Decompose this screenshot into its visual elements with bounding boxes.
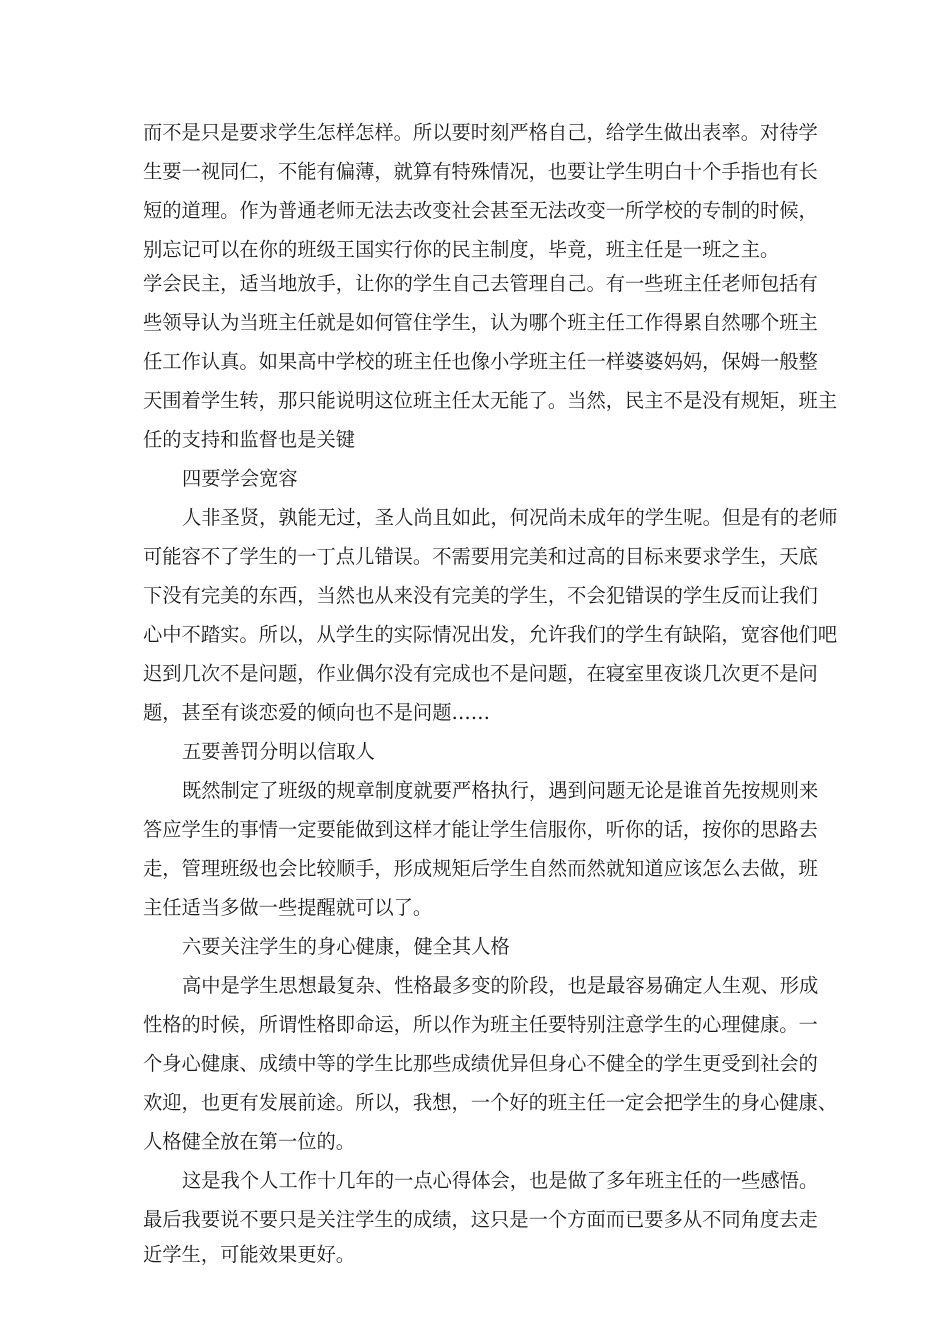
paragraph-line: 生要一视同仁，不能有偏薄，就算有特殊情况，也要让学生明白十个手指也有长 bbox=[143, 160, 818, 183]
paragraph-line: 近学生，可能效果更好。 bbox=[143, 1243, 356, 1266]
paragraph-line: 人格健全放在第一位的。 bbox=[143, 1130, 356, 1153]
paragraph-line: 心中不踏实。所以，从学生的实际情况出发，允许我们的学生有缺陷，宽容他们吧 bbox=[143, 623, 838, 646]
paragraph-line: 学会民主，适当地放手，让你的学生自己去管理自己。有一些班主任老师包括有 bbox=[143, 272, 818, 295]
paragraph-line: 欢迎，也更有发展前途。所以，我想，一个好的班主任一定会把学生的身心健康、 bbox=[143, 1091, 838, 1114]
paragraph-line: 短的道理。作为普通老师无法去改变社会甚至无法改变一所学校的专制的时候， bbox=[143, 199, 818, 222]
paragraph-line: 这是我个人工作十几年的一点心得体会，也是做了多年班主任的一些感悟。 bbox=[182, 1169, 819, 1192]
paragraph-line: 答应学生的事情一定要能做到这样才能让学生信服你，听你的话，按你的思路去 bbox=[143, 818, 818, 841]
paragraph-line: 性格的时候，所谓性格即命运，所以作为班主任要特别注意学生的心理健康。一 bbox=[143, 1013, 818, 1036]
paragraph-line: 人非圣贤，孰能无过，圣人尚且如此，何况尚未成年的学生呢。但是有的老师 bbox=[182, 506, 838, 529]
paragraph-line: 既然制定了班级的规章制度就要严格执行，遇到问题无论是谁首先按规则来 bbox=[182, 779, 819, 802]
paragraph-line: 个身心健康、成绩中等的学生比那些成绩优异但身心不健全的学生更受到社会的 bbox=[143, 1052, 818, 1075]
paragraph-line: 些领导认为当班主任就是如何管住学生，认为哪个班主任工作得累自然哪个班主 bbox=[143, 311, 818, 334]
paragraph-line: 而不是只是要求学生怎样怎样。所以要时刻严格自己，给学生做出表率。对待学 bbox=[143, 121, 818, 144]
paragraph-line: 走，管理班级也会比较顺手，形成规矩后学生自然而然就知道应该怎么去做，班 bbox=[143, 857, 818, 880]
paragraph-line: 迟到几次不是问题，作业偶尔没有完成也不是问题，在寝室里夜谈几次更不是问 bbox=[143, 662, 818, 685]
paragraph-line: 天围着学生转，那只能说明这位班主任太无能了。当然，民主不是没有规矩，班主 bbox=[143, 389, 838, 412]
paragraph-line: 可能容不了学生的一丁点儿错误。不需要用完美和过高的目标来要求学生，天底 bbox=[143, 545, 818, 568]
paragraph-line: 主任适当多做一些提醒就可以了。 bbox=[143, 896, 433, 919]
paragraph-line: 题，甚至有谈恋爱的倾向也不是问题…… bbox=[143, 701, 491, 724]
paragraph-line: 别忘记可以在你的班级王国实行你的民主制度，毕竟，班主任是一班之主。 bbox=[143, 238, 780, 261]
paragraph-line: 下没有完美的东西，当然也从来没有完美的学生，不会犯错误的学生反而让我们 bbox=[143, 584, 818, 607]
paragraph-line: 任工作认真。如果高中学校的班主任也像小学班主任一样婆婆妈妈，保姆一般整 bbox=[143, 350, 818, 373]
section-heading: 四要学会宽容 bbox=[182, 467, 298, 490]
section-heading: 五要善罚分明以信取人 bbox=[182, 740, 375, 763]
paragraph-line: 最后我要说不要只是关注学生的成绩，这只是一个方面而已要多从不同角度去走 bbox=[143, 1208, 818, 1231]
section-heading: 六要关注学生的身心健康，健全其人格 bbox=[182, 935, 510, 958]
paragraph-line: 高中是学生思想最复杂、性格最多变的阶段，也是最容易确定人生观、形成 bbox=[182, 974, 819, 997]
paragraph-line: 任的支持和监督也是关键 bbox=[143, 428, 356, 451]
